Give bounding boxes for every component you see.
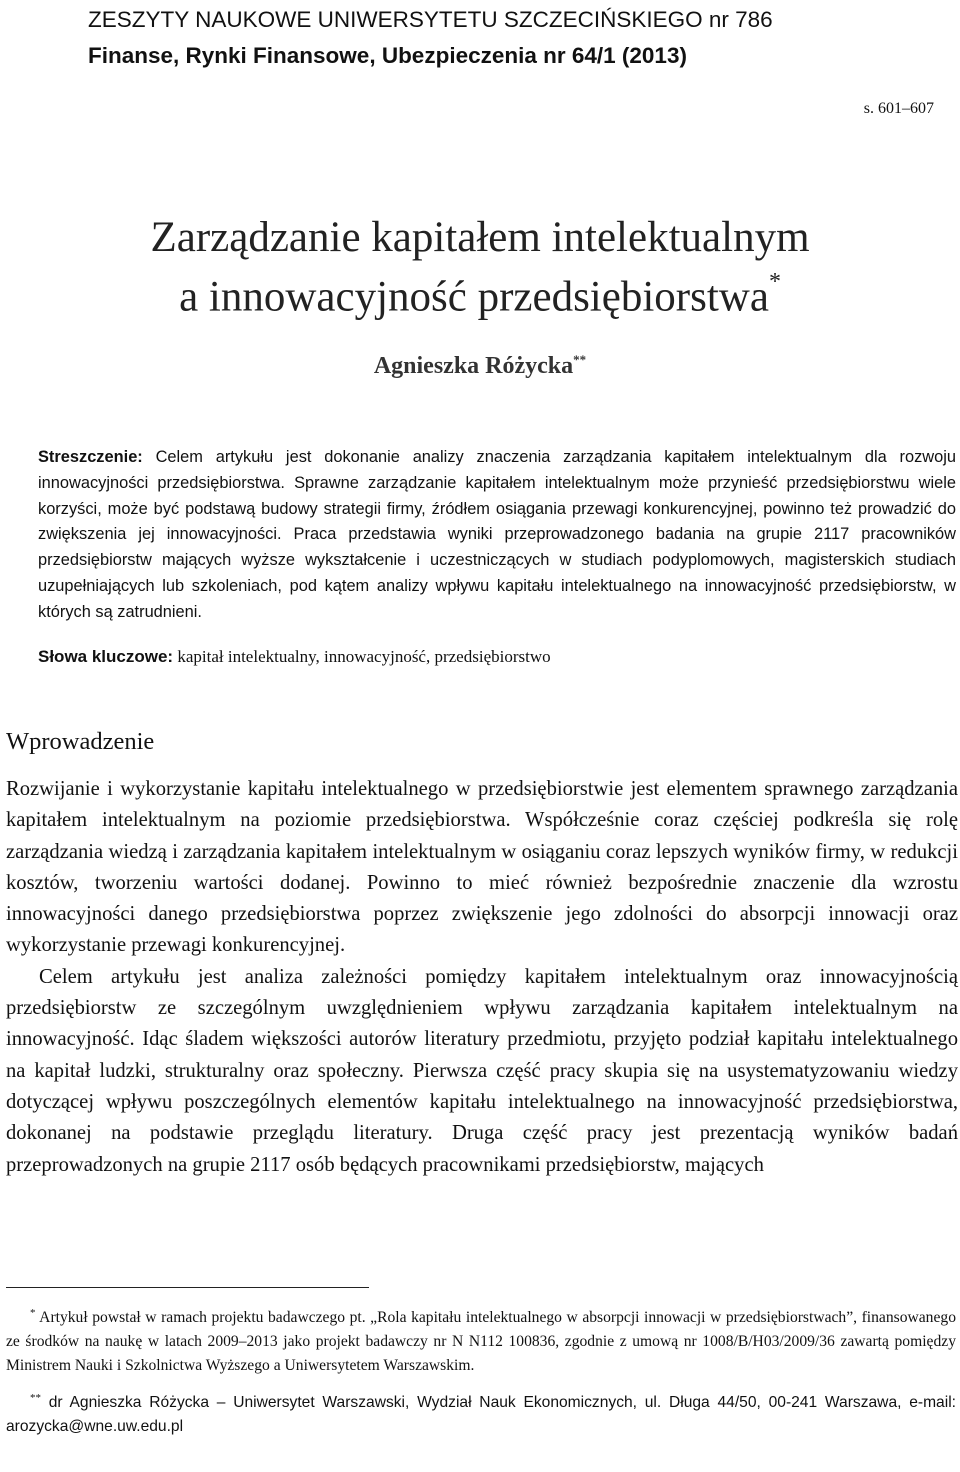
footnote-1 (6, 1301, 956, 1378)
title-line-2-text: a innowacyjność przedsiębiorstwa (179, 273, 769, 321)
author-name: Agnieszka Różycka (373, 353, 574, 379)
journal-name: ZESZYTY NAUKOWE UNIWERSYTETU SZCZECIŃSKIEGO nr 786 (88, 7, 773, 32)
journal-header (88, 5, 888, 71)
footnotes (6, 1301, 956, 1439)
abstract-text: Celem artykułu jest dokonanie analizy znaczenia zarządzania kapitałem intelektualnym dla rozwoju innowacyjności przedsiębiorstwa. Sprawne zarządzanie kapitałem intelektualnym może przynieść przedsiębiorstwu wiele korzyści, może być podstawą budowy strategii firmy, źródłem osiągania przewagi konkurencyjnej, powinno też prowadzić do zwiększenia jej innowacyjności. Praca przedstawia wyniki przeprowadzonego badania na grupie 2117 pracowników przedsiębiorstw mających wyższe wykształcenie i uczestniczących w studiach podyplomowych, magisterskich studiach uzupełniających lub szkoleniach, pod kątem analizy wpływu kapitału intelektualnego na innowacyjność przedsiębiorstw, w których są zatrudnieni. (38, 448, 956, 621)
paragraph-2: Celem artykułu jest analiza zależności pomiędzy kapitałem intelektualnym oraz innowacyjnością przedsiębiorstw ze szczególnym uwzględnieniem wpływu zarządzania kapitałem intelektualnym na innowacyjność. Idąc śladem większości autorów literatury przedmiotu, przyjęto podział kapitału intelektualnego na kapitał ludzki, strukturalny oraz społeczny. Pierwsza część pracy skupia się na usystematyzowaniu wiedzy dotyczącej wpływu poszczególnych elementów kapitału intelektualnego na innowacyjność przedsiębiorstwa, dokonanej na podstawie przeglądu literatury. Druga część pracy jest prezentacją wyników badań przeprowadzonych na grupie 2117 osób będących pracownikami przedsiębiorstw, mających (6, 965, 958, 1176)
title-line-1: Zarządzanie kapitałem intelektualnym (150, 214, 810, 261)
footnote-1-mark: * (30, 1307, 36, 1319)
title-footnote-mark: * (768, 269, 781, 295)
keywords-label: Słowa kluczowe: (38, 647, 174, 666)
keywords (38, 644, 956, 670)
author (0, 352, 960, 380)
footnote-2 (6, 1386, 956, 1439)
keywords-text: kapitał intelektualny, innowacyjność, przedsiębiorstwo (173, 647, 551, 666)
abstract-label: Streszczenie: (38, 448, 143, 466)
article-title (0, 213, 960, 322)
abstract (38, 445, 956, 626)
title-line-2 (0, 263, 960, 322)
footnote-2-text: dr Agnieszka Różycka – Uniwersytet Warszawski, Wydział Nauk Ekonomicznych, ul. Długa 44/50, 00-241 Warszawa, e-mail: arozycka@wne.uw.edu.pl (6, 1394, 956, 1436)
footnote-divider (6, 1287, 369, 1288)
footnote-1-text: Artykuł powstał w ramach projektu badawczego pt. „Rola kapitału intelektualnego w absorpcji innowacji w przedsiębiorstwach”, finansowanego ze środków na naukę w latach 2009–2013 jako projekt badawczy nr N N112 100836, zgodnie z umową nr 1008/B/H03/2009/36 zawartą pomiędzy Ministrem Nauki i Szkolnictwa Wyższego a Uniwersytetem Warszawskim. (6, 1309, 956, 1375)
footnote-2-mark: ** (30, 1392, 41, 1405)
author-footnote-mark: ** (573, 352, 587, 367)
journal-issue: Finanse, Rynki Finansowe, Ubezpieczenia nr 64/1 (2013) (88, 43, 687, 68)
section-heading: Wprowadzenie (6, 728, 155, 755)
paragraph-1: Rozwijanie i wykorzystanie kapitału intelektualnego w przedsiębiorstwie jest elementem sprawnego zarządzania kapitałem intelektualnym na poziomie przedsiębiorstwa. Współcześnie coraz częściej podkreśla się rolę zarządzania wiedzą i zarządzania kapitałem intelektualnym w osiąganiu coraz lepszych wyników firmy, w redukcji kosztów, tworzeniu wartości dodanej. Powinno to mieć również bezpośrednie znaczenie dla wzrostu innowacyjności danego przedsiębiorstwa poprzez zwiększenie jego zdolności do absorpcji innowacji oraz wykorzystanie przewagi konkurencyjnej. (6, 778, 958, 957)
body-text (6, 774, 958, 1181)
page-range: s. 601–607 (863, 100, 934, 117)
